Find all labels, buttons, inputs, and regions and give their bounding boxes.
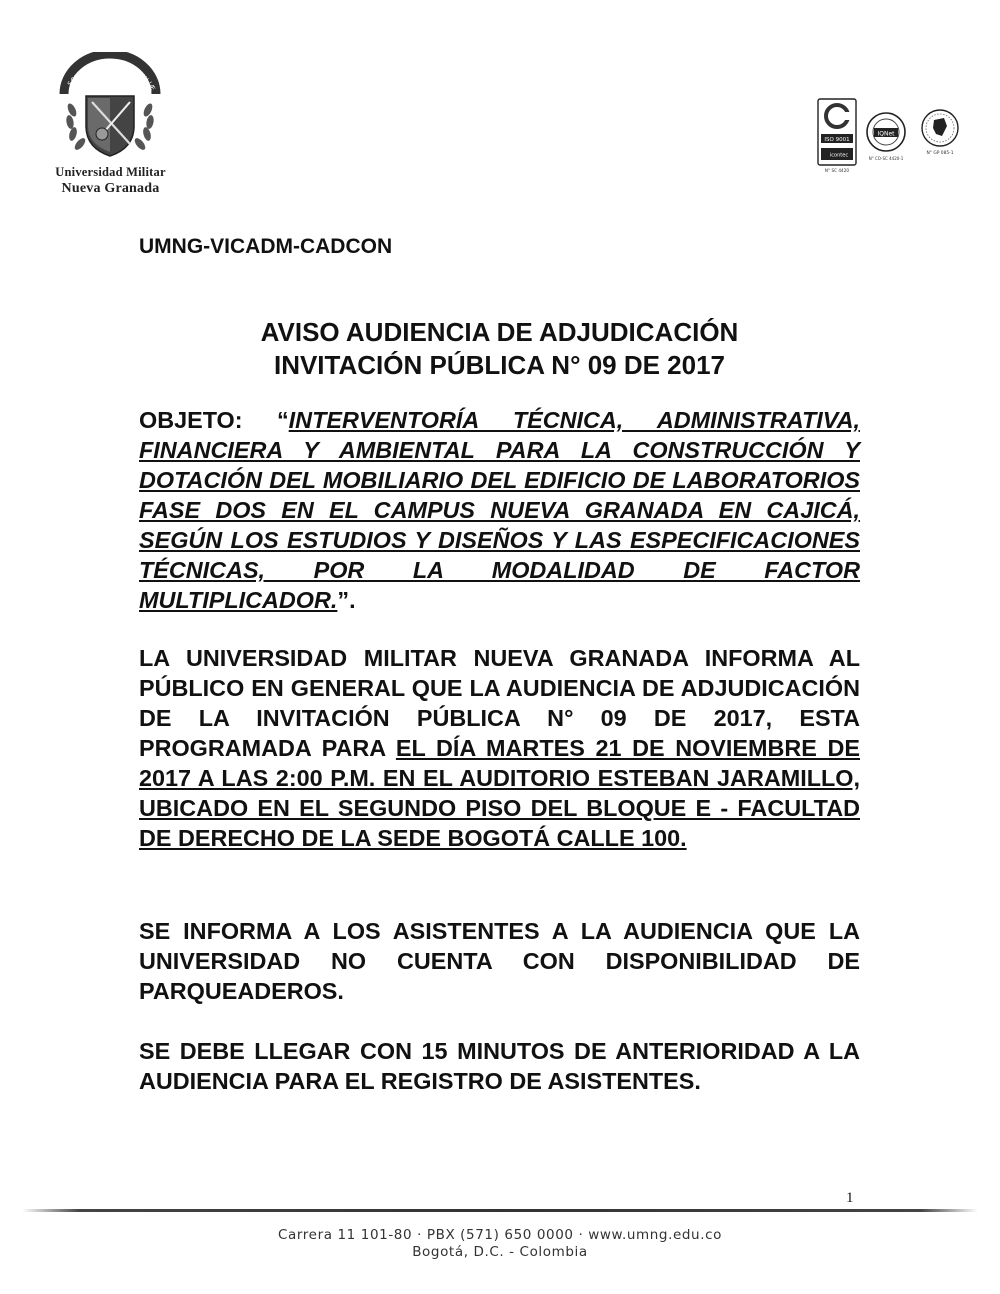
hearing-details: EL DÍA MARTES 21 DE NOVIEMBRE DE 2017 A LAS 2:00 P.M. EN EL AUDITORIO ESTEBAN JARAMILLO, UBICADO EN EL SEGUNDO PISO DEL BLOQUE E - FACULTAD DE DERECHO DE LA SEDE BOGOTÁ CALLE 100.: [139, 735, 860, 851]
university-logo: [48, 52, 173, 202]
logo-name-line2: Nueva Granada: [61, 181, 160, 196]
arrival-notice: SE DEBE LLEGAR CON 15 MINUTOS DE ANTERIORIDAD A LA AUDIENCIA PARA EL REGISTRO DE ASISTENTES.: [139, 1038, 860, 1094]
hearing-info-intro: LA UNIVERSIDAD MILITAR NUEVA GRANADA INFORMA AL PÚBLICO EN GENERAL QUE LA AUDIENCIA DE ADJUDICACIÓN DE LA INVITACIÓN PÚBLICA N° 09 DE 2017, ESTA PROGRAMADA PARA: [139, 645, 860, 761]
document-code: UMNG-VICADM-CADCON: [139, 235, 393, 258]
hearing-info-paragraph: [139, 643, 860, 853]
gp-seal-icon: [922, 110, 958, 156]
icontec-seal-icon: [818, 99, 856, 173]
logo-name-line1: Universidad Militar: [55, 165, 166, 179]
footer-address-line2: Bogotá, D.C. - Colombia: [412, 1244, 588, 1260]
objeto-description: INTERVENTORÍA TÉCNICA, ADMINISTRATIVA, FINANCIERA Y AMBIENTAL PARA LA CONSTRUCCIÓN Y DOTACIÓN DEL MOBILIARIO DEL EDIFICIO DE LABORATORIOS FASE DOS EN EL CAMPUS NUEVA GRANADA EN CAJICÁ, SEGÚN LOS ESTUDIOS Y DISEÑOS Y LAS ESPECIFICACIONES TÉCNICAS, POR LA MODALIDAD DE FACTOR MULTIPLICADOR.: [139, 407, 860, 613]
certification-seals: [816, 98, 962, 176]
objeto-label: OBJETO: “: [139, 407, 289, 433]
svg-text:ISO 9001: ISO 9001: [824, 137, 850, 143]
university-crest-icon: [54, 52, 166, 160]
objeto-paragraph: [139, 405, 860, 615]
svg-text:icontec: icontec: [829, 152, 849, 159]
parking-notice: SE INFORMA A LOS ASISTENTES A LA AUDIENCIA QUE LA UNIVERSIDAD NO CUENTA CON DISPONIBILIDAD DE PARQUEADEROS.: [139, 918, 860, 1004]
objeto-closing-quote: ”.: [337, 587, 356, 613]
footer-divider: [22, 1209, 978, 1212]
svg-text:N° SC 4420: N° SC 4420: [824, 168, 850, 173]
logo-motto-text: SCIENTIÆ PATRIÆ FAMILIÆ: [66, 61, 157, 93]
svg-text:N° GP 085-1: N° GP 085-1: [926, 151, 954, 156]
page-number: 1: [846, 1190, 854, 1206]
iqnet-seal-icon: [867, 113, 905, 161]
svg-text:N° CO-SC 4420-1: N° CO-SC 4420-1: [868, 156, 904, 161]
document-title-line1: AVISO AUDIENCIA DE ADJUDICACIÓN: [260, 317, 739, 347]
document-title-line2: INVITACIÓN PÚBLICA N° 09 DE 2017: [273, 350, 726, 380]
svg-text:IQNet: IQNet: [877, 130, 895, 138]
footer-address-line1: Carrera 11 101-80 · PBX (571) 650 0000 · www.umng.edu.co: [278, 1227, 722, 1243]
